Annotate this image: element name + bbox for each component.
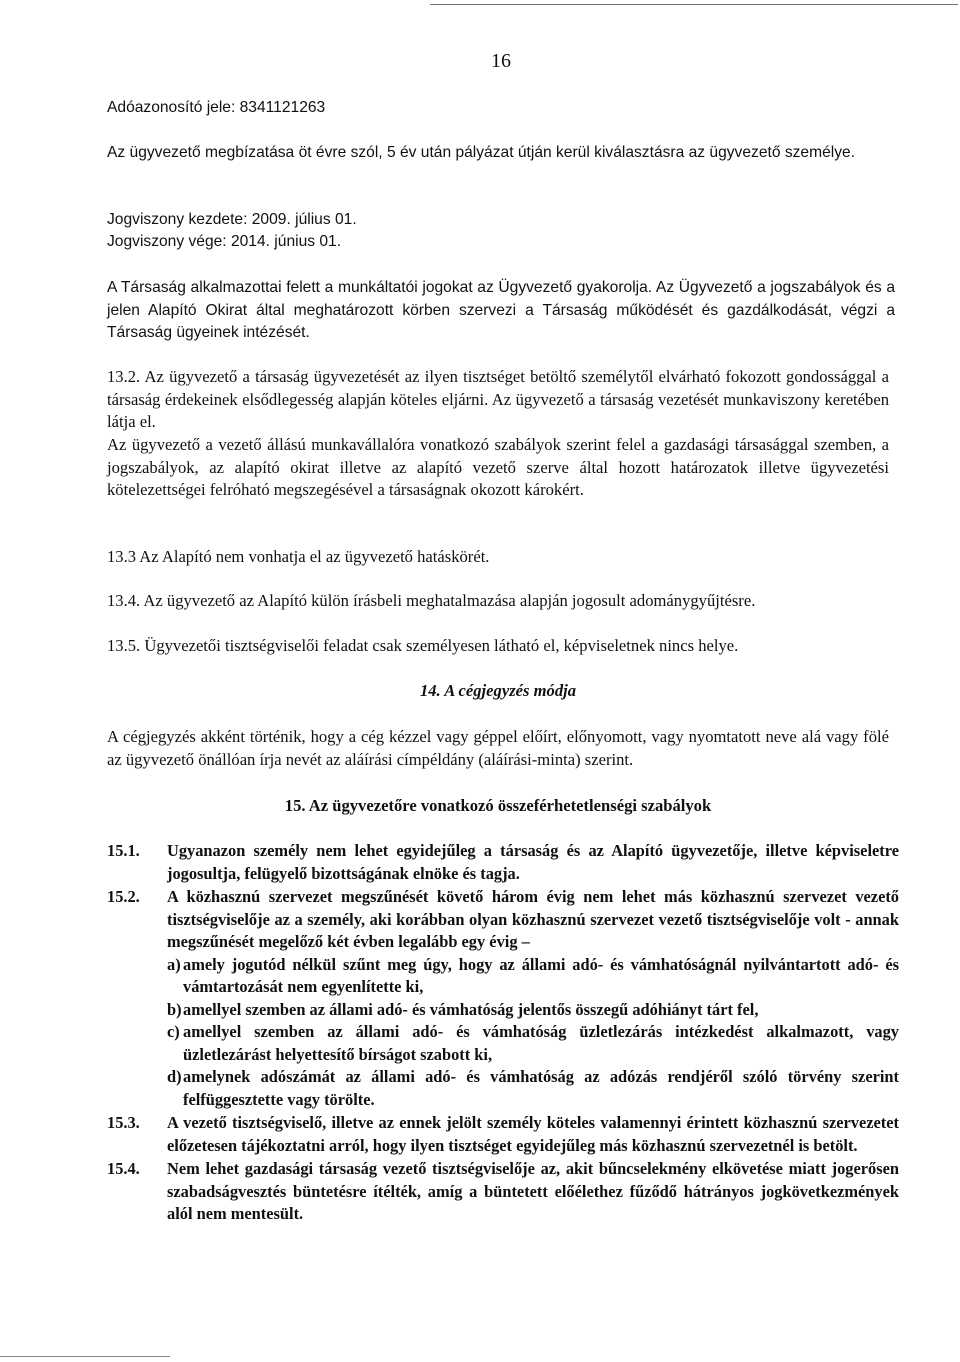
heading-15: 15. Az ügyvezetőre vonatkozó összeférhetetlenségi szabályok [284, 796, 712, 815]
list-item [107, 1112, 899, 1157]
list-item [107, 840, 899, 885]
sub-item-text: amellyel szemben az állami adó- és vámhatóság jelentős összegű adóhiányt tárt fel, [183, 999, 759, 1019]
incompatibility-rules-list [107, 840, 899, 1227]
liability-paragraph: Az ügyvezető a vezető állású munkavállalóra vonatkozó szabályok szerint felel a gazdasági társasággal szemben, a jogszabályok, az alapító okirat illetve az alapító vezető szerve által hozott határozatok illetve ügyvezetési kötelezettségei felróható megszegésével a társaságnak okozott károkért. [107, 435, 889, 499]
employer-rights-paragraph: A Társaság alkalmazottai felett a munkáltatói jogokat az Ügyvezető gyakorolja. Az Ügyvezető a jogszabályok és a jelen Alapító Okirat által meghatározott körben szervezi a Társaság működését és gazdálkodását, végzi a Társaság ügyeinek intézését. [107, 279, 895, 341]
section-13-2: 13.2. Az ügyvezető a társaság ügyvezetését az ilyen tisztséget betöltő személytől elvárható fokozott gondossággal a társaság érdekeinek elsődlegesség alapján köteles eljárni. Az ügyvezető a társaság vezetését munkaviszony keretében látja el. [107, 367, 889, 431]
item-number: 15.2. [107, 887, 140, 906]
heading-14: 14. A cégjegyzés módja [419, 681, 577, 700]
signature-paragraph: A cégjegyzés akként történik, hogy a cég kézzel vagy géppel előírt, előnyomott, vagy nyomtatott neve alá vagy fölé az ügyvezető önállóan írja nevét az aláírási címpéldány (aláírási-minta) szerint. [107, 727, 889, 769]
sub-item-label: b) [167, 999, 182, 1019]
item-text: Nem lehet gazdasági társaság vezető tisztségviselője az, akit bűncselekmény elkövetése miatt jogerősen szabadságvesztés büntetésre ítélték, amíg a büntetett előélethez fűződő hátrányos jogkövetkezmények alól nem mentesült. [167, 1159, 899, 1223]
bottom-rule [0, 1356, 170, 1357]
item-number: 15.4. [107, 1159, 140, 1178]
sub-item-label: d) [167, 1067, 182, 1086]
section-13-4: 13.4. Az ügyvezető az Alapító külön írásbeli meghatalmazása alapján jogosult adománygyűjtésre. [107, 591, 756, 610]
employment-start: Jogviszony kezdete: 2009. július 01. [107, 211, 357, 228]
sub-item-label: a) [167, 954, 181, 974]
list-item [107, 1158, 899, 1226]
sub-item-label: c) [167, 1022, 180, 1041]
employment-end: Jogviszony vége: 2014. június 01. [107, 233, 342, 250]
mandate-paragraph: Az ügyvezető megbízatása öt évre szól, 5 év után pályázat útján kerül kiválasztásra az ügyvezető személye. [107, 144, 856, 161]
sub-item [167, 999, 899, 1022]
section-13-3: 13.3 Az Alapító nem vonhatja el az ügyvezető hatáskörét. [107, 547, 490, 566]
item-text: A vezető tisztségviselő, illetve az ennek jelölt személy köteles valamennyi érintett közhasznú szervezetet előzetesen tájékoztatni arról, hogy ilyen tisztséget egyidejűleg más közhasznú szervezetnél is betölt. [167, 1113, 899, 1155]
sub-item-text: amellyel szemben az állami adó- és vámhatóság üzletlezárás intézkedést alkalmazott, vagy üzletlezárást helyettesítő bírságot szabott ki, [183, 1022, 899, 1064]
sub-item-text: amelynek adószámát az állami adó- és vámhatóság az adózás rendjéről szóló törvény szerint felfüggesztette vagy törölte. [183, 1067, 899, 1109]
tax-id-line: Adóazonosító jele: 8341121263 [107, 99, 326, 116]
sub-item-text: amely jogutód nélkül szűnt meg úgy, hogy az állami adó- és vámhatóságnál nyilvántartott adó- és vámtartozását nem egyenlítette ki, [183, 954, 899, 996]
sub-item [167, 1021, 899, 1066]
list-item [107, 886, 899, 1111]
page-number: 16 [491, 50, 511, 72]
item-text: A közhasznú szervezet megszűnését követő három évig nem lehet más közhasznú szervezet vezető tisztségviselője az a személy, aki korábban olyan közhasznú szervezet vezető tisztségviselője volt - annak megszűnését megelőző két évben legalább egy évig – [167, 887, 899, 951]
item-number: 15.3. [107, 1113, 140, 1132]
sub-item [167, 954, 899, 999]
sub-item [167, 1066, 899, 1111]
section-13-5: 13.5. Ügyvezetői tisztségviselői feladat csak személyesen látható el, képviseletnek nincs helye. [107, 636, 739, 655]
top-rule [430, 4, 958, 5]
item-text: Ugyanazon személy nem lehet egyidejűleg a társaság és az Alapító ügyvezetője, illetve képviseletre jogosultja, felügyelő bizottságának elnöke és tagja. [167, 841, 899, 883]
item-number: 15.1. [107, 841, 140, 860]
